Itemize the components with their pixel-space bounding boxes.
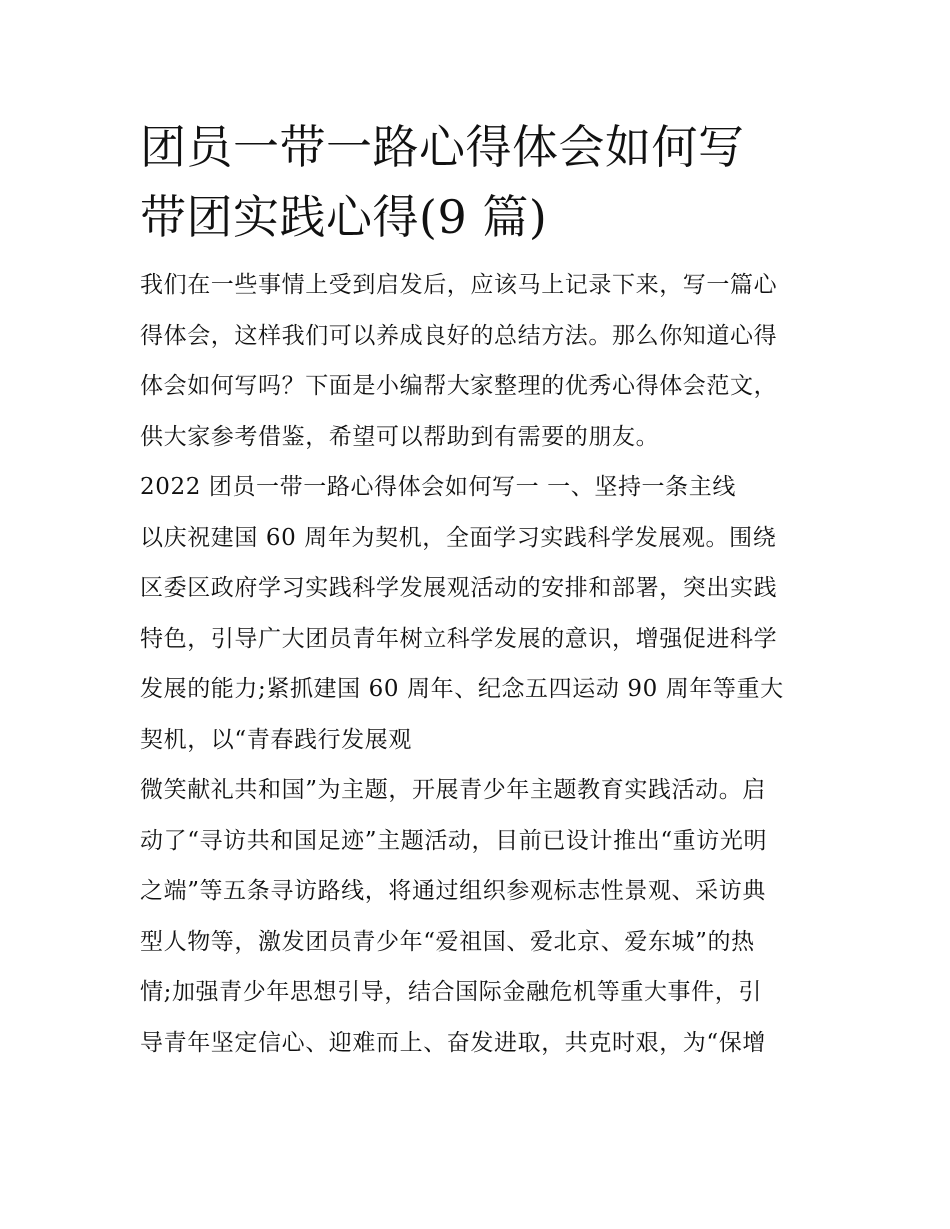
body-line: 之端”等五条寻访路线，将通过组织参观标志性景观、采访典 <box>140 878 766 904</box>
body-line: 区委区政府学习实践科学发展观活动的安排和部署，突出实践 <box>140 575 778 601</box>
body-line: 情;加强青少年思想引导，结合国际金融危机等重大事件，引 <box>140 979 762 1005</box>
document-page <box>140 112 820 1068</box>
body-line: 我们在一些事情上受到启发后，应该马上记录下来，写一篇心 <box>140 272 778 298</box>
body-line: 得体会，这样我们可以养成良好的总结方法。那么你知道心得 <box>140 322 778 349</box>
body-line: 供大家参考借鉴，希望可以帮助到有需要的朋友。 <box>140 423 660 450</box>
body-line: 动了“寻访共和国足迹”主题活动，目前已设计推出“重访光明 <box>140 827 768 854</box>
title-line-2: 带团实践心得(9 篇) <box>140 190 548 244</box>
body-line: 体会如何写吗？下面是小编帮大家整理的优秀心得体会范文， <box>140 373 778 399</box>
title-line-1: 团员一带一路心得体会如何写 <box>140 120 745 174</box>
body-line: 特色，引导广大团员青年树立科学发展的意识，增强促进科学 <box>140 625 778 652</box>
body-line: 微笑献礼共和国”为主题，开展青少年主题教育实践活动。启 <box>140 777 766 803</box>
body-line: 以庆祝建国 60 周年为契机，全面学习实践科学发展观。围绕 <box>140 524 777 551</box>
document-title <box>140 112 820 252</box>
body-line: 2022 团员一带一路心得体会如何写一 一、坚持一条主线 <box>140 474 736 500</box>
body-line: 契机，以“青春践行发展观 <box>140 726 412 753</box>
body-line: 导青年坚定信心、迎难而上、奋发进取，共克时艰，为“保增 <box>140 1029 766 1056</box>
body-line: 型人物等，激发团员青少年“爱祖国、爱北京、爱东城”的热 <box>140 928 755 955</box>
document-body <box>140 260 820 1068</box>
body-line: 发展的能力;紧抓建国 60 周年、纪念五四运动 90 周年等重大 <box>140 676 784 702</box>
